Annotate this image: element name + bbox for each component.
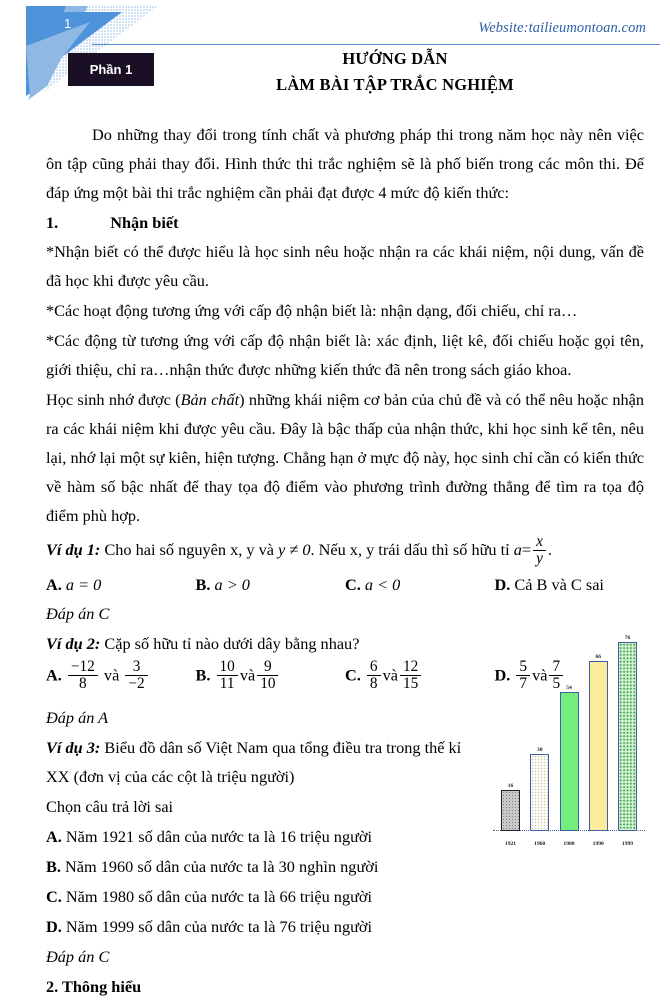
option-letter: C. (345, 575, 361, 594)
bar (530, 754, 549, 831)
nature-paragraph (46, 385, 644, 530)
page-header (0, 0, 670, 112)
example-2-text: Cặp số hữu tỉ nào dưới dây bằng nhau? (100, 634, 360, 653)
fraction-numerator: 10 (219, 658, 235, 675)
option-item[interactable] (46, 570, 196, 599)
option-expression: a < 0 (364, 575, 401, 594)
page-number: 1 (64, 16, 72, 31)
bar-column (589, 635, 608, 831)
population-bar-chart (493, 624, 653, 849)
nature-text-a: Học sinh nhớ được ( (46, 390, 181, 409)
title-line-1: HƯỚNG DẪN (342, 49, 448, 68)
bar-value-label: 76 (624, 635, 631, 641)
option-letter: A. (46, 665, 62, 685)
example-1-period: . (547, 540, 552, 559)
option-letter: B. (46, 857, 61, 876)
fraction-denominator: 7 (516, 675, 530, 692)
category-label: 1980 (563, 841, 575, 847)
fraction-denominator: −2 (125, 675, 147, 692)
category-label: 1990 (592, 841, 604, 847)
fraction-denominator: 10 (257, 675, 278, 692)
section-1-heading (46, 208, 644, 237)
option-letter: B. (195, 665, 211, 685)
option-letter: D. (494, 665, 511, 685)
nature-text-b: ) những khái niệm cơ bản của chủ đề và có thể nêu hoặc nhận ra các khái niệm khi được yêu cầu. Đây là bậc thấp của nhận thức, khi học sinh kể tên, nêu lại, nhớ lại một sự kiên, hiện tượng. Chẳng hạn ở mực độ này, học sinh chỉ cần có kiến thức về hàm số bậc nhất để thay tọa độ điểm vào phương trình đường thẳng để tìm ra tọa độ điểm phù hợp. (46, 390, 644, 525)
bar-value-label: 30 (536, 747, 543, 753)
conjunction: và (103, 665, 120, 685)
example-1-text-mid: . Nếu x, y trái dấu thì số hữu tỉ (310, 540, 514, 559)
fraction-denominator: 11 (217, 675, 238, 692)
example-1-label: Ví dụ 1: (46, 540, 101, 559)
option-item[interactable] (345, 570, 495, 599)
bar (501, 790, 520, 831)
example-3-instruction: Chọn câu trả lời sai (46, 797, 174, 816)
option-letter: B. (195, 575, 211, 594)
option-letter: D. (46, 917, 62, 936)
option-letter: C. (345, 665, 361, 685)
option-text: Năm 1921 số dân của nước ta là 16 triệu người (61, 827, 373, 846)
nature-emphasis: Bản chất (180, 390, 240, 409)
fraction-denominator: 8 (367, 675, 381, 692)
example-1-equation-variable: a (513, 540, 522, 559)
example-1-text-before: Cho hai số nguyên x, y và (100, 540, 279, 559)
category-label: 1999 (621, 841, 634, 847)
bullet-1: *Nhận biết có thể được hiểu là học sinh nêu hoặc nhận ra các khái niệm, nội dung, vấn đề đã học khi được yêu cầu. (46, 242, 644, 290)
bar-column (560, 635, 579, 831)
option-item[interactable] (46, 659, 196, 692)
fraction-denominator: 8 (68, 675, 98, 692)
title-line-2: LÀM BÀI TẬP TRẮC NGHIỆM (276, 75, 514, 94)
option-fraction-first (367, 659, 381, 692)
fraction-numerator: 5 (519, 658, 528, 675)
example-1-question (46, 531, 644, 569)
option-item[interactable] (46, 882, 644, 911)
page-title (160, 46, 630, 98)
example-1-equation-sign: = (521, 540, 532, 559)
section-2-heading: 2. Thông hiểu (46, 977, 142, 996)
fraction-numerator: 12 (402, 658, 419, 675)
option-item[interactable] (46, 852, 644, 881)
option-text: Năm 1960 số dân của nước ta là 30 nghìn người (60, 857, 379, 876)
option-letter: A. (46, 827, 62, 846)
example-3-label: Ví dụ 3: (46, 738, 101, 757)
example-1-fraction-numerator: x (536, 532, 543, 550)
intro-paragraph: Do những thay đổi trong tính chất và phương pháp thi trong năm học này nên việc ôn tập cũng phải thay đổi. Hình thức thi trắc nghiệm sẽ là phố biến trong các môn thi. Để đáp ứng một bài thi trắc nghiệm cần phải đạt được 4 mức độ kiến thức: (46, 125, 644, 202)
fraction-numerator: 6 (369, 658, 378, 675)
fraction-denominator: 5 (549, 675, 563, 692)
chart-category-labels (501, 841, 637, 847)
option-text: Năm 1980 số dân của nước ta là 66 triệu người (61, 887, 373, 906)
option-item[interactable] (46, 912, 644, 941)
bar (618, 642, 637, 831)
section-1-title: Nhận biết (110, 213, 179, 232)
website-link[interactable]: Website:tailieumontoan.com (478, 20, 646, 36)
part-badge: Phần 1 (68, 53, 154, 86)
category-label: 1921 (504, 841, 517, 847)
option-item[interactable] (196, 570, 346, 599)
bar (589, 661, 608, 831)
bar-value-label: 16 (507, 783, 514, 789)
fraction-denominator: 15 (400, 675, 421, 692)
fraction-numerator: 7 (552, 658, 561, 675)
option-fraction-second (257, 659, 278, 692)
option-expression: a > 0 (214, 575, 250, 594)
fraction-numerator: 3 (132, 658, 141, 675)
option-letter: A. (46, 575, 62, 594)
conjunction: và (532, 665, 548, 685)
option-item[interactable] (495, 570, 645, 599)
option-expression: Cả B và C sai (514, 575, 604, 594)
category-label: 1960 (534, 841, 546, 847)
section-1-number: 1. (46, 213, 59, 232)
option-fraction-first (68, 659, 98, 692)
conjunction: và (382, 665, 398, 685)
example-3-answer: Đáp án C (46, 947, 110, 966)
example-2-label: Ví dụ 2: (46, 634, 101, 653)
example-1-answer: Đáp án C (46, 604, 110, 623)
example-1-fraction-denominator: y (533, 550, 546, 567)
option-fraction-first (217, 659, 238, 692)
bar-column (530, 635, 549, 831)
option-letter: D. (494, 575, 511, 594)
bar-column (618, 635, 637, 831)
chart-plot-area (501, 635, 637, 831)
bar (560, 692, 579, 831)
example-2-answer: Đáp án A (46, 708, 109, 727)
example-3-question (46, 733, 476, 791)
bar-value-label: 66 (595, 654, 602, 660)
bullet-2: *Các hoạt động tương ứng với cấp độ nhận biết là: nhận dạng, đối chiếu, chỉ ra… (46, 301, 578, 320)
bullet-3: *Các động từ tương ứng với cấp độ nhận biết là: xác định, liệt kê, đối chiếu hoặc gọi tên, giới thiệu, chỉ ra…nhận thức được những kiến thức đã nên trong sách giáo khoa. (46, 331, 644, 379)
option-item[interactable] (345, 659, 495, 692)
fraction-numerator: −12 (70, 658, 95, 675)
example-1-options (46, 570, 644, 599)
example-3-text: Biểu đồ dân số Việt Nam qua tổng điều tra trong thế kỉ XX (đơn vị của các cột là triệu người) (46, 738, 462, 786)
option-fraction-second (125, 659, 147, 692)
option-expression: a = 0 (65, 575, 102, 594)
option-fraction-second (400, 659, 421, 692)
bar-value-label: 54 (566, 685, 572, 691)
option-text: Năm 1999 số dân của nước ta là 76 triệu người (61, 917, 373, 936)
bar-column (501, 635, 520, 831)
option-letter: C. (46, 887, 62, 906)
example-1-condition: y ≠ 0 (278, 540, 311, 559)
option-item[interactable] (196, 659, 346, 692)
conjunction: và (239, 665, 256, 685)
document-body (46, 120, 644, 1002)
fraction-numerator: 9 (264, 658, 272, 675)
example-1-fraction (533, 534, 546, 567)
